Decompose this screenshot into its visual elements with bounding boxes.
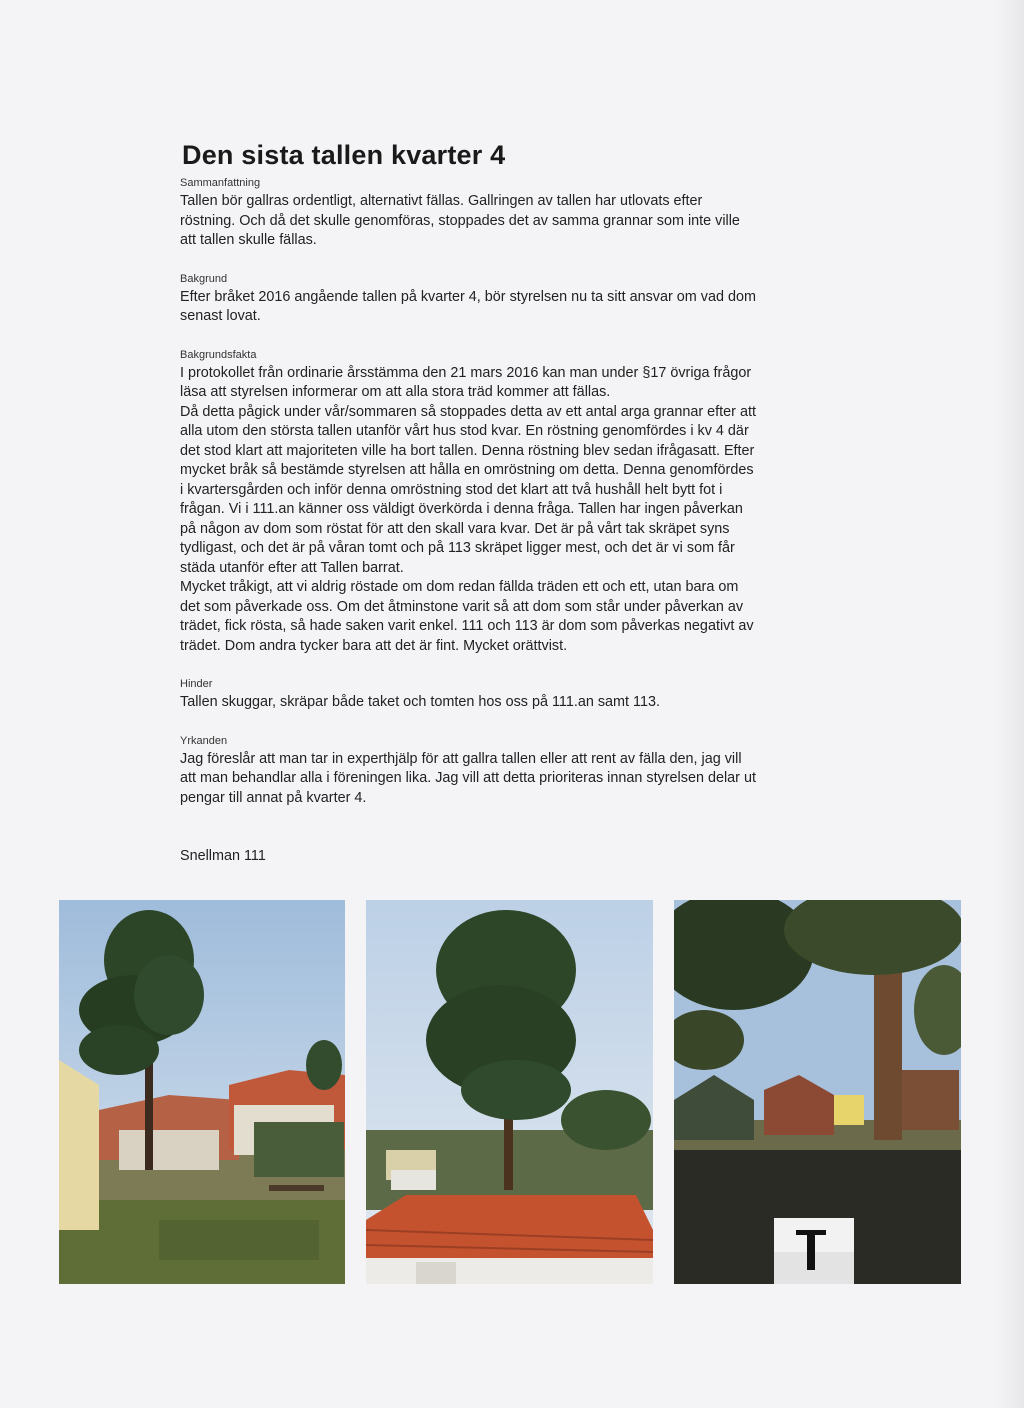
section-text: I protokollet från ordinarie årsstämma den 21 mars 2016 kan man under §17 övriga frågor läsa att styrelsen informerar om att alla stora träd kommer att fällas. Då detta pågick under vår/sommaren så stoppades detta av ett antal arga grannar efter att alla utom den största tallen utanför vårt hus stod kvar. En röstning genomfördes i kv 4 där det stod klart att majoriteten ville ha bort tallen. Denna röstning blev sedan ifrågasatt. Efter mycket bråk så bestämde styrelsen att hålla en omröstning om detta. Denna genomfördes i kvartersgården och inför denna omröstning stod det klart att två hushåll helt bytt fot i frågan. Vi i 111.an känner oss väldigt överkörda i denna fråga. Tallen har ingen påverkan på någon av dom som röstat för att den skall vara kvar. Det är på vårt tak skräpet syns tydligast, och det är på våran tomt och på 113 skräpet ligger mest, och det är vi som får städa utanför efter att Tallen barrat. Mycket tråkigt, att vi aldrig röstade om dom redan fällda träden ett och ett, utan bara om det som påverkade oss. Om det åtminstone varit så att dom som står under påverkan av trädet, fick rösta, så hade saken varit enkel. 111 och 113 är dom som påverkas negativt av trädet. Dom andra tycker bara att det är fint. Mycket orättvist. xyxy=(180,364,756,654)
document-body xyxy=(180,140,840,830)
section-bakgrund xyxy=(180,273,840,327)
photo-pine-with-houses xyxy=(59,900,345,1284)
section-text: Tallen skuggar, skräpar både taket och tomten hos oss på 111.an samt 113. xyxy=(180,694,660,710)
section-label: Yrkanden xyxy=(180,734,228,747)
section-text: Tallen bör gallras ordentligt, alternativt fällas. Gallringen av tallen har utlovats efter röstning. Och då det skulle genomföras, stoppades det av samma grannar som inte ville att tallen skulle fällas. xyxy=(180,193,740,248)
section-bakgrundsfakta xyxy=(180,349,840,657)
photo-pine-trunk-mailbox xyxy=(674,900,961,1284)
section-label: Hinder xyxy=(180,678,213,690)
section-label: Sammanfattning xyxy=(180,177,261,189)
section-text: Jag föreslår att man tar in experthjälp för att gallra tallen eller att rent av fälla den, jag vill att man behandlar alla i föreningen lika. Jag vill att detta prioriteras innan styrelsen delar ut pengar till annat på kvarter 4. xyxy=(180,750,756,806)
document-title: Den sista tallen kvarter 4 xyxy=(182,140,506,170)
section-yrkanden xyxy=(180,735,840,809)
section-label: Bakgrundsfakta xyxy=(180,348,257,361)
section-label: Bakgrund xyxy=(180,272,228,285)
photo-pine-over-roof xyxy=(366,900,653,1284)
scan-edge-shadow xyxy=(994,0,1024,1408)
signature: Snellman 111 xyxy=(180,848,266,864)
section-text: Efter bråket 2016 angående tallen på kvarter 4, bör styrelsen nu ta sitt ansvar om vad dom senast lovat. xyxy=(180,288,756,324)
section-sammanfattning xyxy=(180,177,840,251)
section-hinder xyxy=(180,678,840,713)
